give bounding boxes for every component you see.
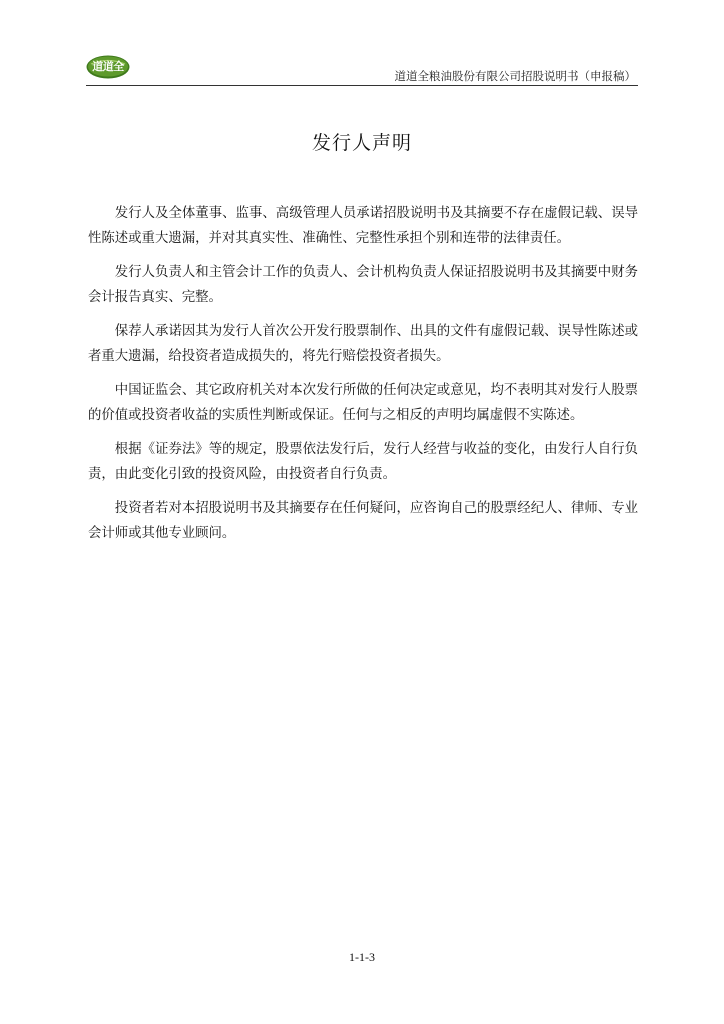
paragraph: 保荐人承诺因其为发行人首次公开发行股票制作、出具的文件有虚假记载、误导性陈述或者重大遗漏，给投资者造成损失的，将先行赔偿投资者损失。 [88, 324, 638, 364]
logo-text: 道道全 [92, 60, 124, 73]
header-divider [86, 85, 638, 86]
paragraph: 发行人及全体董事、监事、高级管理人员承诺招股说明书及其摘要不存在虚假记载、误导性陈述或重大遗漏，并对其真实性、准确性、完整性承担个别和连带的法律责任。 [88, 206, 638, 246]
page-number: 1-1-3 [349, 950, 375, 964]
paragraph: 根据《证券法》等的规定，股票依法发行后，发行人经营与收益的变化，由发行人自行负责，由此变化引致的投资风险，由投资者自行负责。 [88, 442, 638, 482]
company-logo [86, 55, 130, 79]
statement-body [88, 202, 638, 556]
paragraph: 发行人负责人和主管会计工作的负责人、会计机构负责人保证招股说明书及其摘要中财务会计报告真实、完整。 [88, 265, 638, 305]
paragraph: 投资者若对本招股说明书及其摘要存在任何疑问，应咨询自己的股票经纪人、律师、专业会计师或其他专业顾问。 [88, 501, 638, 541]
document-header-title: 道道全粮油股份有限公司招股说明书（申报稿） [394, 69, 636, 83]
paragraph: 中国证监会、其它政府机关对本次发行所做的任何决定或意见，均不表明其对发行人股票的价值或投资者收益的实质性判断或保证。任何与之相反的声明均属虚假不实陈述。 [88, 383, 638, 423]
page-title: 发行人声明 [311, 132, 412, 154]
